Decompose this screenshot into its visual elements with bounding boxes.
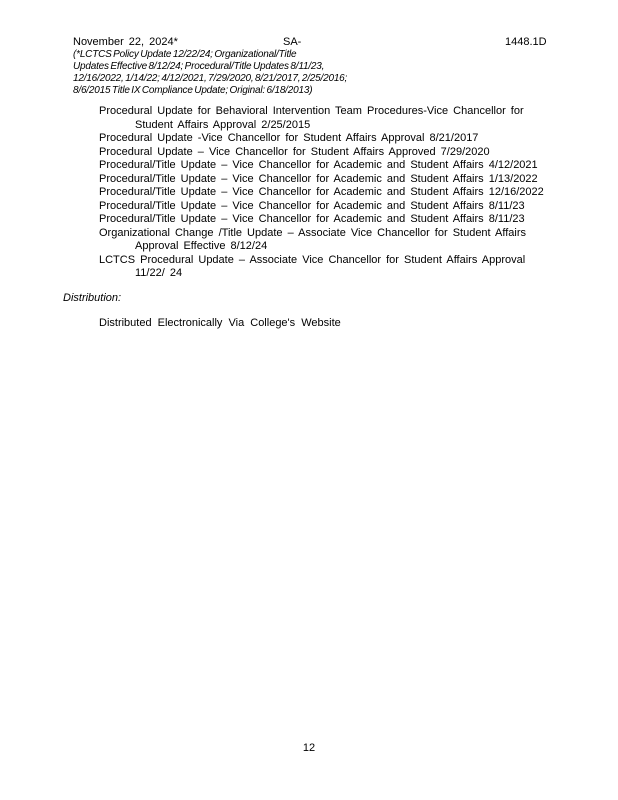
history-entry-line: Procedural Update -Vice Chancellor for Student Affairs Approval 8/21/2017 [99,132,479,144]
history-entry-line: LCTCS Procedural Update – Associate Vice Chancellor for Student Affairs Approval [99,253,526,266]
distribution-text: Distributed Electronically Via College's Website [99,317,341,329]
header-series: SA- [283,36,302,48]
revision-note [73,49,347,97]
header-date: November 22, 2024* [73,36,178,48]
history-entry-line: Procedural/Title Update – Vice Chancellor for Academic and Student Affairs 1/13/2022 [99,172,538,185]
page-number: 12 [302,742,316,754]
history-list [99,105,589,281]
history-continuation-line: Student Affairs Approval 2/25/2015 [135,118,311,131]
history-continuation-line: Approval Effective 8/12/24 [135,240,268,252]
history-entry-line: Procedural/Title Update – Vice Chancellor for Academic and Student Affairs 8/11/23 [99,199,525,212]
revision-note-line: (*LCTCS Policy Update 12/22/24; Organizational/Title [73,49,297,60]
history-entry-line: Procedural Update – Vice Chancellor for Student Affairs Approved 7/29/2020 [99,145,490,158]
revision-note-line: 12/16/2022, 1/14/22; 4/12/2021, 7/29/2020, 8/21/2017, 2/25/2016; [73,73,348,84]
history-entry-line: Procedural/Title Update – Vice Chancellor for Academic and Student Affairs 12/16/2022 [99,186,544,198]
history-entry-line: Procedural Update for Behavioral Intervention Team Procedures-Vice Chancellor for [99,105,524,117]
history-entry-line: Procedural/Title Update – Vice Chancellor for Academic and Student Affairs 8/11/23 [99,213,525,225]
distribution-label: Distribution: [63,292,122,304]
history-continuation-line: 11/22/ 24 [135,267,183,279]
history-entry-line: Procedural/Title Update – Vice Chancellor for Academic and Student Affairs 4/12/2021 [99,159,538,171]
header-policy-number: 1448.1D [505,36,547,48]
revision-note-line: Updates Effective 8/12/24; Procedural/Title Updates 8/11/23, [73,61,325,72]
history-entry-line: Organizational Change /Title Update – Associate Vice Chancellor for Student Affairs [99,226,527,239]
revision-note-line: 8/6/2015 Title IX Compliance Update; Original: 6/18/2013) [73,85,313,96]
